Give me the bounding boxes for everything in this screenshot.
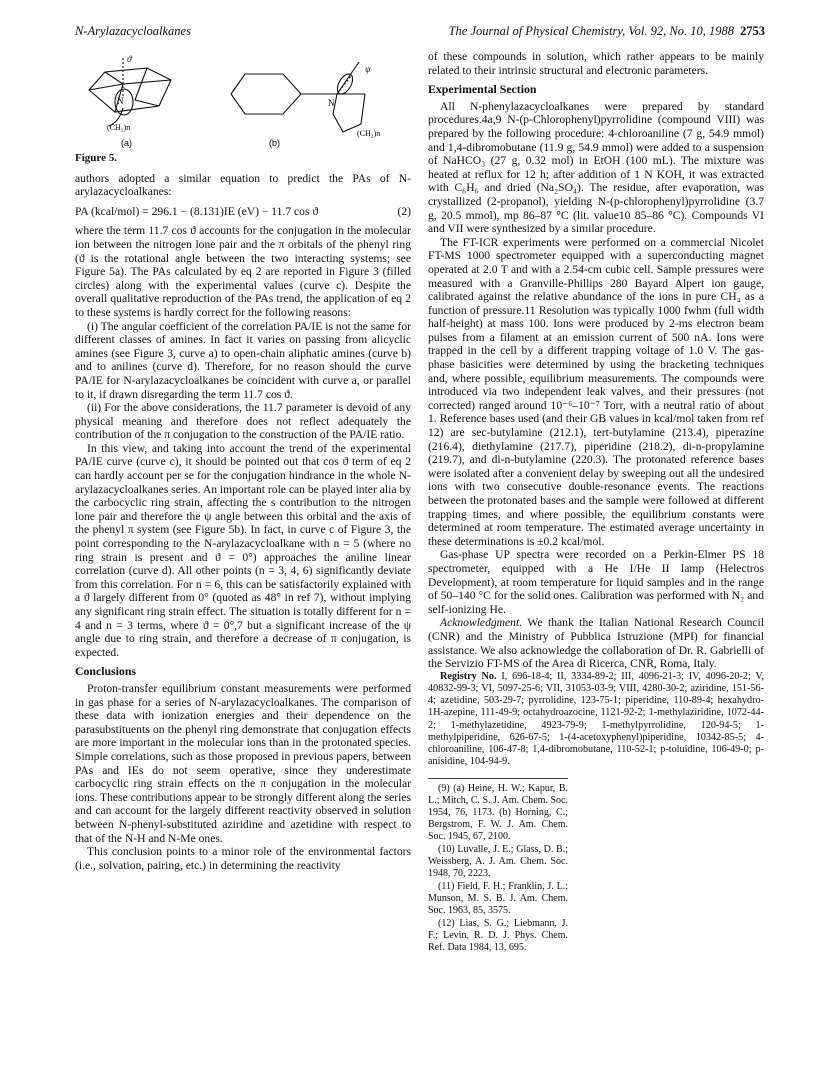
right-column <box>428 50 764 955</box>
references <box>428 778 568 954</box>
figure-5 <box>75 50 411 150</box>
reference-item: (12) Lias, S. G.; Liebmann, J. F.; Levin, R. D. J. Phys. Chem. Ref. Data 1984, 13, 695. <box>428 918 568 954</box>
paragraph: Gas-phase UP spectra were recorded on a Perkin-Elmer PS 18 spectrometer, equipped with a He I/He II lamp (Helectros Development), at room temperature for liquid samples and in the range of 50–140 °C for the solid ones. Calibration was performed with N₂ and self-ionizing He. <box>428 548 764 616</box>
page-number: 2753 <box>740 24 765 38</box>
nitrogen-label-b: N <box>328 98 335 108</box>
journal-citation <box>449 24 765 39</box>
equation-text: PA (kcal/mol) = 296.1 − (8.131)IE (eV) − 11.7 cos ϑ <box>75 204 319 218</box>
chain-label-a: (CH₂)n <box>107 123 131 132</box>
nitrogen-label-a: N <box>117 96 124 106</box>
reference-item: (10) Luvalle, J. E.; Glass, D. B.; Weissberg, A. J. Am. Chem. Soc. 1948, 70, 2223. <box>428 844 568 880</box>
figure-5-drawing <box>75 50 411 150</box>
paragraph: where the term 11.7 cos ϑ accounts for the conjugation in the molecular ion between the nitrogen lone pair and the π orbitals of the phenyl ring (ϑ is the rotational angle between the two interacting systems; see Figure 5a). The PAs calculated by eq 2 are reported in Figure 3 (filled circles) along with the experimental values (curve c). Despite the overall qualitative reproduction of the PAs trend, the application of eq 2 to these systems is hardly correct for the following reasons: <box>75 224 411 319</box>
registry-numbers <box>428 671 764 769</box>
ring-b-drawing <box>231 62 365 132</box>
paragraph: (i) The angular coefficient of the correlation PA/IE is not the same for different classes of amines. In fact it varies on passing from alicyclic amines (see Figure 3, curve a) to open-chain aliphatic amines (curve b) and to anilines (curve d). Therefore, for no reason should the curve PA/IE for N-arylazacycloalkanes be coincident with curve a, or parallel to it, if drawn disregarding the term 11.7 cos ϑ. <box>75 319 411 401</box>
paragraph: In this view, and taking into account the trend of the experimental PA/IE curve (curve c), it should be pointed out that cos ϑ term of eq 2 can hardly account per se for the conjugation hindrance in the whole N-arylazacycloalkanes series. An important role can be played inter alia by the carbocyclic ring strain, affecting the s contribution to the nitrogen lone pair and therefore the ψ angle between this orbital and the axis of the phenyl π system (see Figure 5b). In fact, in curve c of Figure 3, the point corresponding to the N-arylazacycloalkane with n = 5 (where no ring strain is present and ϑ = 0°) approaches the aniline linear correlation (curve d). All other points (n = 3, 4, 6) significantly deviate from this correlation. For n = 6, this can be satisfactorily explained with a ϑ largely different from 0° (quoted as 48° in ref 7), without implying any significant ring strain effect. The situation is totally different for n = 4 and n = 3 terms, where ϑ = 0°,7 but a significant increase of the ψ angle due to ring strain, and therefore a decrease of π conjugation, is expected. <box>75 441 411 659</box>
section-heading-experimental: Experimental Section <box>428 82 537 97</box>
figure-caption: Figure 5. <box>75 152 117 164</box>
journal-name: The Journal of Physical Chemistry, Vol. 92, No. 10, 1988 <box>448 24 734 38</box>
paragraph: authors adopted a similar equation to predict the PAs of N-arylazacycloalkanes: <box>75 171 411 199</box>
acknowledgment-label: Acknowledgment. <box>440 616 523 630</box>
psi-symbol: ψ <box>365 64 371 74</box>
page-header <box>75 24 765 42</box>
equation-2 <box>75 205 411 219</box>
section-heading-conclusions: Conclusions <box>75 664 136 679</box>
paragraph: The FT-ICR experiments were performed on a commercial Nicolet FT-MS 1000 spectrometer equipped with a superconducting magnet operated at 2.0 T and with a 2.54-cm cubic cell. Sample pressures were measured with a Granville-Phillips 280 Bayard Alpert ion gauge, calibrated against the relative abundance of the ions in pure CH₄ as a function of pressure.11 Resolution was typically 1000 fwhm (full width half-height) at mass 100. Ions were produced by 2-ms electron beam pulses from a filament at an emission current of 500 nA. Ions were trapped in the cell by a different trapping voltage of 1.0 V. The gas-phase basicities were determined by using the bracketing techniques and, where possible, equilibrium measurements. The compounds were introduced via two independent leak valves, and their pressures (not corrected) ranged around 10⁻⁶–10⁻⁷ Torr, with a neutral ratio of about 1. Reference bases used (and their GB values in kcal/mol taken from ref 12) are sec-butylamine (212.1), tert-butylamine (213.4), piperazine (216.4), diethylamine (217.7), piperidine (218.2), di-n-propylamine (219.7), and di-n-butylamine (220.3). The protonated reference bases were isolated after a convenient delay by sweeping out all the undesired ions with two consecutive double-resonance events. The reactions between the protonated bases and the sample were followed at different trapping times, and where possible, the equilibrium constants were determined at room temperature. The estimated average uncertainty in these determinations is ±0.2 kcal/mol. <box>428 235 764 548</box>
paragraph: Proton-transfer equilibrium constant measurements were performed in gas phase for a series of N-arylazacycloalkanes. The comparison of these data with ionization energies and their dependence on the parasubstituents on the phenyl ring demonstrate that conjugation effects are more important in the molecular ions than in the protonated species. Simple correlations, such as those proposed in previous papers, between PAs and IEs do not seem operative, since they underestimate carbocyclic ring strain effects on the π conjugation in the molecular ions. These contributions appear to be strongly different along the series and can account for the largely different reactivity observed in solution between N-phenyl-substituted aziridine and azetidine with respect to that of the N-H and N-Me ones. <box>75 681 411 845</box>
theta-symbol: ϑ <box>127 54 132 64</box>
equation-number: (2) <box>397 204 411 218</box>
reference-item: (9) (a) Heine, H. W.; Kapur, B. L.; Mitch, C. S. J. Am. Chem. Soc. 1954, 76, 1173. (b) Horning, C.; Bergstrom, F. W. J. Am. Chem. Soc. 1945, 67, 2100. <box>428 783 568 843</box>
paragraph: All N-phenylazacycloalkanes were prepared by standard procedures.4a,9 N-(p-Chlorophenyl)pyrrolidine (compound VIII) was prepared by the following procedure: 4-chloroaniline (7 g, 54.9 mmol) and 1,4-dibromobutane (11.9 g, 54.9 mmol) were added to a suspension of NaHCO₃ (27 g, 0.32 mol) in EtOH (100 mL). The mixture was heated at reflux for 12 h; after addition of 1 N KOH, it was extracted with C₆H₆ and dried (Na₂SO₄). The residue, after evaporation, was crystallized (2-propanol), yielding N-(p-chlorophenyl)pyrrolidine (3.7 g, 20.5 mmol), mp 86–87 °C (lit. value10 85–86 °C). Compounds VI and VII were synthesized by a similar procedure. <box>428 99 764 236</box>
paragraph: (ii) For the above considerations, the 11.7 parameter is devoid of any physical meaning and therefore does not reflect adequately the contribution of the π conjugation to the construction of the PA/IE ratio. <box>75 401 411 442</box>
paragraph: of these compounds in solution, which rather appears to be mainly related to their intrinsic structural and electronic parameters. <box>428 50 764 77</box>
ring-a-drawing <box>89 58 171 126</box>
reference-item: (11) Field, F. H.; Franklin, J. L.; Munson, M. S. B. J. Am. Chem. Soc. 1963, 85, 3575. <box>428 881 568 917</box>
acknowledgment <box>428 616 764 670</box>
registry-label: Registry No. <box>440 670 497 682</box>
running-title: N-Arylazacycloalkanes <box>75 24 191 38</box>
figure-label-b: (b) <box>269 138 280 148</box>
registry-text: I, 696-18-4; II, 3334-89-2; III, 4096-21-3; IV, 4096-20-2; V, 40832-99-3; VI, 5097-25-6; VII, 31053-03-9; VIII, 4280-30-2; aziridine, 151-56-4; azetidine, 503-29-7; pyrrolidine, 123-75-1; piperidine, 110-89-4; hexahydro-1H-azepine, 111-49-9; octahydroazocine, 1121-92-2; 1-methylaziridine, 1072-44-2; 1-methylazetidine, 4923-79-9; 1-methylpyrrolidine, 120-94-5; 1-methylpiperidine, 626-67-5; 1-(4-acetoxyphenyl)piperidine, 10342-85-5; 4-chloroaniline, 106-47-8; 1,4-dibromobutane, 110-52-1; p-toluidine, 106-49-0; p-anisidine, 104-94-9. <box>428 670 764 768</box>
figure-label-a: (a) <box>121 138 132 148</box>
left-column <box>75 50 411 872</box>
acknowledgment-text: We thank the Italian National Research Council (CNR) and the Ministry of Pubblica Istruzione (MPI) for financial assistance. We also acknowledge the collaboration of Dr. R. Gabrielli of the Servizio FT-MS of the Area di Ricerca, CNR, Roma, Italy. <box>428 616 764 671</box>
chain-label-b: (CH₂)n <box>357 129 381 138</box>
paragraph: This conclusion points to a minor role of the environmental factors (i.e., solvation, pairing, etc.) in determining the reactivity <box>75 845 411 872</box>
